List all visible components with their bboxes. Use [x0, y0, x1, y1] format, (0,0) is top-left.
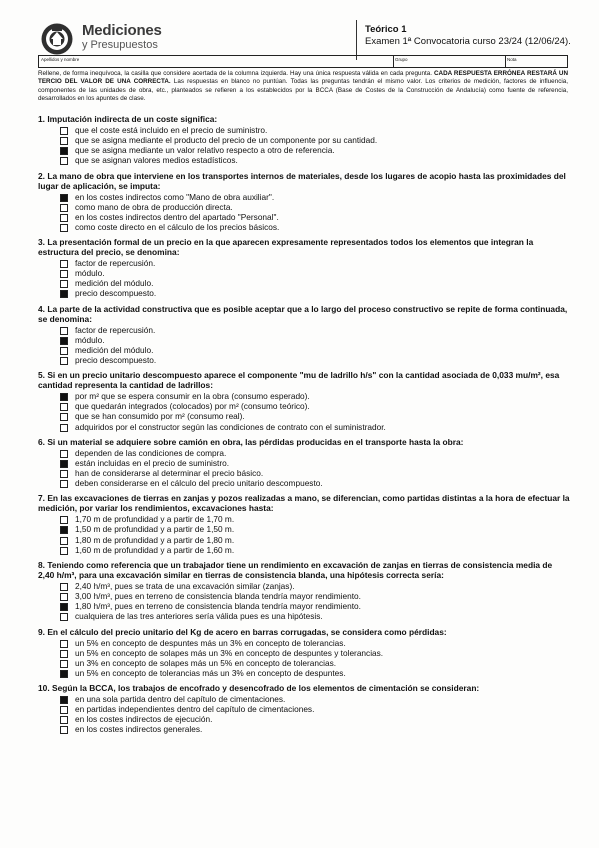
checkbox[interactable] — [60, 660, 68, 668]
grade-label: Nota — [507, 57, 517, 62]
question-number: 5. — [38, 370, 45, 381]
instructions-part1: Rellene, de forma inequívoca, la casilla que considere acertada de la columna izquierda. Hay una única respuesta válida en cada pregunta. — [38, 70, 434, 77]
answer-option — [38, 591, 570, 601]
options-list — [38, 581, 570, 621]
checkbox-checked[interactable] — [60, 194, 68, 202]
checkbox[interactable] — [60, 650, 68, 658]
options-list — [38, 325, 570, 365]
answer-option — [38, 278, 570, 288]
answer-option-label: un 5% en concepto de solapes más un 3% en concepto de despuntes y tolerancias. — [75, 647, 384, 658]
answer-option-label: como coste directo en el cálculo de los precios básicos. — [75, 221, 280, 232]
brand — [82, 23, 162, 52]
question-text — [38, 370, 570, 390]
checkbox[interactable] — [60, 537, 68, 545]
checkbox[interactable] — [60, 706, 68, 714]
header-divider — [356, 20, 357, 60]
question-text — [38, 237, 570, 257]
answer-option-label: cualquiera de las tres anteriores sería válida pues es una hipótesis. — [75, 611, 323, 622]
question-2 — [38, 171, 570, 232]
answer-option — [38, 325, 570, 335]
question-text — [38, 683, 570, 693]
question-10 — [38, 683, 570, 734]
question-number: 3. — [38, 237, 45, 248]
answer-option — [38, 202, 570, 212]
answer-option-label: un 3% en concepto de solapes más un 5% en concepto de tolerancias. — [75, 657, 337, 668]
options-list — [38, 694, 570, 734]
answer-option-label: que quedarán integrados (colocados) por m² (consumo teórico). — [75, 401, 310, 412]
questions-list — [38, 114, 570, 740]
checkbox[interactable] — [60, 470, 68, 478]
question-5 — [38, 370, 570, 431]
options-list — [38, 638, 570, 678]
checkbox[interactable] — [60, 137, 68, 145]
answer-option — [38, 458, 570, 468]
group-label: Grupo — [395, 57, 408, 62]
checkbox[interactable] — [60, 640, 68, 648]
checkbox[interactable] — [60, 480, 68, 488]
answer-option-label: que el coste está incluido en el precio de suministro. — [75, 125, 268, 135]
answer-option-label: factor de repercusión. — [75, 324, 156, 335]
answer-option-label: como mano de obra de producción directa. — [75, 201, 233, 212]
answer-option-label: un 5% en concepto de tolerancias más un 3% en concepto de despuntes. — [75, 667, 346, 678]
question-4 — [38, 304, 570, 365]
answer-option-label: que se han consumido por m² (consumo real). — [75, 411, 245, 422]
answer-option-label: factor de repercusión. — [75, 258, 156, 269]
answer-option-label: 1,80 h/m³, pues en terreno de consistencia blanda tendría mayor rendimiento. — [75, 601, 361, 612]
answer-option — [38, 155, 570, 165]
checkbox[interactable] — [60, 327, 68, 335]
checkbox-checked[interactable] — [60, 393, 68, 401]
exam-title: Teórico 1 — [365, 24, 407, 35]
question-statement: Teniendo como referencia que un trabajador tiene un rendimiento en excavación de zanjas en tierras de consistencia media de 2,40 h/m³, para una excavación similar en tierras de consistencia blanda, una hipótesis correcta sería: — [38, 559, 553, 580]
question-statement: La parte de la actividad constructiva que es posible aceptar que a lo largo del proceso constructivo se repite de forma continuada, se denomina: — [38, 303, 568, 324]
checkbox[interactable] — [60, 157, 68, 165]
student-info-row — [38, 55, 568, 68]
question-text — [38, 493, 570, 513]
brand-subtitle: y Presupuestos — [82, 39, 158, 51]
name-label: Apellidos y nombre — [41, 57, 80, 62]
answer-option-label: adquiridos por el constructor según las condiciones de contrato con el suministrador. — [75, 421, 386, 432]
instructions-warning: CADA RESPUESTA ERRÓNEA RESTARÁ UN TERCIO DEL VALOR DE UNA CORRECTA. — [38, 70, 568, 86]
options-list — [38, 448, 570, 488]
answer-option-label: en los costes indirectos como "Mano de obra auxiliar". — [75, 191, 275, 202]
checkbox[interactable] — [60, 593, 68, 601]
answer-option — [38, 535, 570, 545]
answer-option — [38, 601, 570, 611]
answer-option — [38, 212, 570, 222]
options-list — [38, 192, 570, 232]
checkbox-checked[interactable] — [60, 603, 68, 611]
answer-option-label: en los costes indirectos de ejecución. — [75, 714, 213, 725]
answer-option-label: 3,00 h/m³, pues en terreno de consistencia blanda tendría mayor rendimiento. — [75, 591, 361, 602]
answer-option — [38, 514, 570, 524]
question-8 — [38, 560, 570, 621]
answer-option-label: en los costes indirectos generales. — [75, 724, 203, 735]
instructions-part2: Las respuestas en blanco no puntúan. Todas las preguntas tendrán el mismo valor. Los criterios de medición, factores de influencia, componentes de las unidades de obra, etc., planteados se refieren a los establecidos por la BCCA (Base de Costes de la Construcción de Andalucía) como fuente de referencia, desarrollados en los apuntes de clase. — [38, 78, 568, 103]
checkbox[interactable] — [60, 613, 68, 621]
answer-option — [38, 658, 570, 668]
answer-option — [38, 714, 570, 724]
answer-option — [38, 135, 570, 145]
name-field[interactable] — [39, 56, 394, 67]
answer-option-label: dependen de las condiciones de compra. — [75, 447, 227, 458]
answer-option-label: un 5% en concepto de despuntes más un 3% en concepto de tolerancias. — [75, 637, 346, 648]
instructions — [38, 70, 568, 104]
answer-option — [38, 668, 570, 678]
exam-subtitle: Examen 1ª Convocatoria curso 23/24 (12/06/24). — [365, 36, 571, 47]
answer-option-label: están incluidas en el precio de suministro. — [75, 457, 230, 468]
answer-option-label: módulo. — [75, 268, 105, 279]
checkbox[interactable] — [60, 547, 68, 555]
question-statement: La presentación formal de un precio en la que aparecen expresamente representados todos los elementos que integran la estructura del precio, se denomina: — [38, 237, 534, 258]
question-text — [38, 627, 570, 637]
answer-option-label: módulo. — [75, 334, 105, 345]
checkbox[interactable] — [60, 450, 68, 458]
answer-option — [38, 524, 570, 534]
options-list — [38, 391, 570, 431]
answer-option-label: en una sola partida dentro del capítulo de cimentaciones. — [75, 694, 286, 705]
question-number: 1. — [38, 114, 45, 124]
checkbox[interactable] — [60, 516, 68, 524]
question-text — [38, 304, 570, 324]
question-number: 6. — [38, 436, 45, 447]
question-1 — [38, 114, 570, 165]
answer-option — [38, 391, 570, 401]
answer-option — [38, 125, 570, 135]
checkbox[interactable] — [60, 270, 68, 278]
question-statement: La mano de obra que interviene en los transportes internos de materiales, desde los lugares de acopio hasta las proximidades del lugar de aplicación, se imputa: — [38, 170, 566, 191]
question-9 — [38, 627, 570, 678]
answer-option — [38, 704, 570, 714]
checkbox-checked[interactable] — [60, 460, 68, 468]
answer-option — [38, 222, 570, 232]
checkbox[interactable] — [60, 260, 68, 268]
question-text — [38, 560, 570, 580]
answer-option-label: 2,40 h/m³, pues se trata de una excavación similar (zanjas). — [75, 580, 295, 591]
answer-option — [38, 581, 570, 591]
answer-option — [38, 401, 570, 411]
answer-option — [38, 411, 570, 421]
checkbox[interactable] — [60, 357, 68, 365]
answer-option — [38, 192, 570, 202]
answer-option — [38, 468, 570, 478]
answer-option-label: 1,70 m de profundidad y a partir de 1,70 m. — [75, 514, 235, 525]
question-statement: Si en un precio unitario descompuesto aparece el componente "mu de ladrillo h/s" con la cantidad asociada de 0,033 mu/m², esa cantidad representa la cantidad de ladrillos: — [38, 370, 560, 391]
answer-option — [38, 638, 570, 648]
question-number: 9. — [38, 626, 45, 637]
question-statement: Imputación indirecta de un coste significa: — [47, 114, 218, 124]
question-number: 2. — [38, 170, 45, 181]
checkbox-checked[interactable] — [60, 526, 68, 534]
answer-option-label: que se asigna mediante el producto del precio de un componente por su cantidad. — [75, 135, 378, 146]
question-number: 7. — [38, 493, 45, 504]
question-6 — [38, 437, 570, 488]
checkbox[interactable] — [60, 726, 68, 734]
checkbox[interactable] — [60, 127, 68, 135]
answer-option — [38, 422, 570, 432]
options-list — [38, 125, 570, 165]
answer-option — [38, 355, 570, 365]
checkbox[interactable] — [60, 424, 68, 432]
checkbox[interactable] — [60, 280, 68, 288]
answer-option — [38, 611, 570, 621]
answer-option — [38, 335, 570, 345]
answer-option-label: deben considerarse en el cálculo del precio unitario descompuesto. — [75, 478, 323, 489]
question-text — [38, 171, 570, 191]
answer-option-label: por m² que se espera consumir en la obra (consumo esperado). — [75, 391, 310, 402]
answer-option — [38, 448, 570, 458]
answer-option — [38, 648, 570, 658]
answer-option-label: precio descompuesto. — [75, 288, 157, 299]
answer-option — [38, 288, 570, 298]
answer-option — [38, 478, 570, 488]
checkbox-checked[interactable] — [60, 290, 68, 298]
answer-option-label: que se asigna mediante un valor relativo respecto a otro de referencia. — [75, 145, 335, 156]
question-3 — [38, 237, 570, 298]
logo-icon — [40, 22, 74, 56]
question-number: 8. — [38, 559, 45, 570]
checkbox[interactable] — [60, 204, 68, 212]
group-field[interactable] — [393, 56, 506, 67]
question-statement: Si un material se adquiere sobre camión en obra, las pérdidas producidas en el transporte hasta la obra: — [47, 436, 464, 447]
answer-option-label: medición del módulo. — [75, 344, 154, 355]
answer-option-label: precio descompuesto. — [75, 354, 157, 365]
answer-option — [38, 545, 570, 555]
checkbox-checked[interactable] — [60, 337, 68, 345]
question-statement: Según la BCCA, los trabajos de encofrado y desencofrado de los elementos de cimentación se consideran: — [51, 683, 480, 694]
answer-option-label: 1,60 m de profundidad y a partir de 1,60 m. — [75, 544, 235, 555]
answer-option — [38, 694, 570, 704]
checkbox[interactable] — [60, 347, 68, 355]
answer-option-label: medición del módulo. — [75, 278, 154, 289]
options-list — [38, 514, 570, 554]
checkbox[interactable] — [60, 214, 68, 222]
checkbox[interactable] — [60, 224, 68, 232]
checkbox[interactable] — [60, 413, 68, 421]
answer-option-label: 1,80 m de profundidad y a partir de 1,80 m. — [75, 534, 235, 545]
brand-name: Mediciones — [82, 22, 162, 39]
answer-option — [38, 258, 570, 268]
question-number: 10. — [38, 683, 50, 694]
checkbox[interactable] — [60, 583, 68, 591]
checkbox-checked[interactable] — [60, 147, 68, 155]
question-number: 4. — [38, 303, 45, 314]
answer-option — [38, 145, 570, 155]
answer-option-label: han de considerarse al determinar el precio básico. — [75, 468, 264, 478]
checkbox-checked[interactable] — [60, 696, 68, 704]
question-text — [38, 437, 570, 447]
grade-field[interactable] — [505, 56, 567, 67]
answer-option — [38, 268, 570, 278]
checkbox-checked[interactable] — [60, 670, 68, 678]
options-list — [38, 258, 570, 298]
answer-option-label: en los costes indirectos dentro del apartado "Personal". — [75, 211, 279, 222]
question-text — [38, 114, 570, 124]
answer-option-label: 1,50 m de profundidad y a partir de 1,50 m. — [75, 524, 235, 535]
answer-option-label: en partidas independientes dentro del capítulo de cimentaciones. — [75, 704, 315, 715]
answer-option — [38, 724, 570, 734]
question-statement: En el cálculo del precio unitario del Kg de acero en barras corrugadas, se considera como pérdidas: — [47, 626, 447, 637]
answer-option-label: que se asignan valores medios estadísticos. — [75, 155, 238, 166]
question-statement: En las excavaciones de tierras en zanjas y pozos realizadas a mano, se diferencian, como partidas distintas a la hora de efectuar la medición, por variar los rendimientos, excavaciones hasta: — [38, 493, 570, 514]
checkbox[interactable] — [60, 403, 68, 411]
question-7 — [38, 493, 570, 554]
checkbox[interactable] — [60, 716, 68, 724]
exam-header — [365, 24, 571, 48]
answer-option — [38, 345, 570, 355]
